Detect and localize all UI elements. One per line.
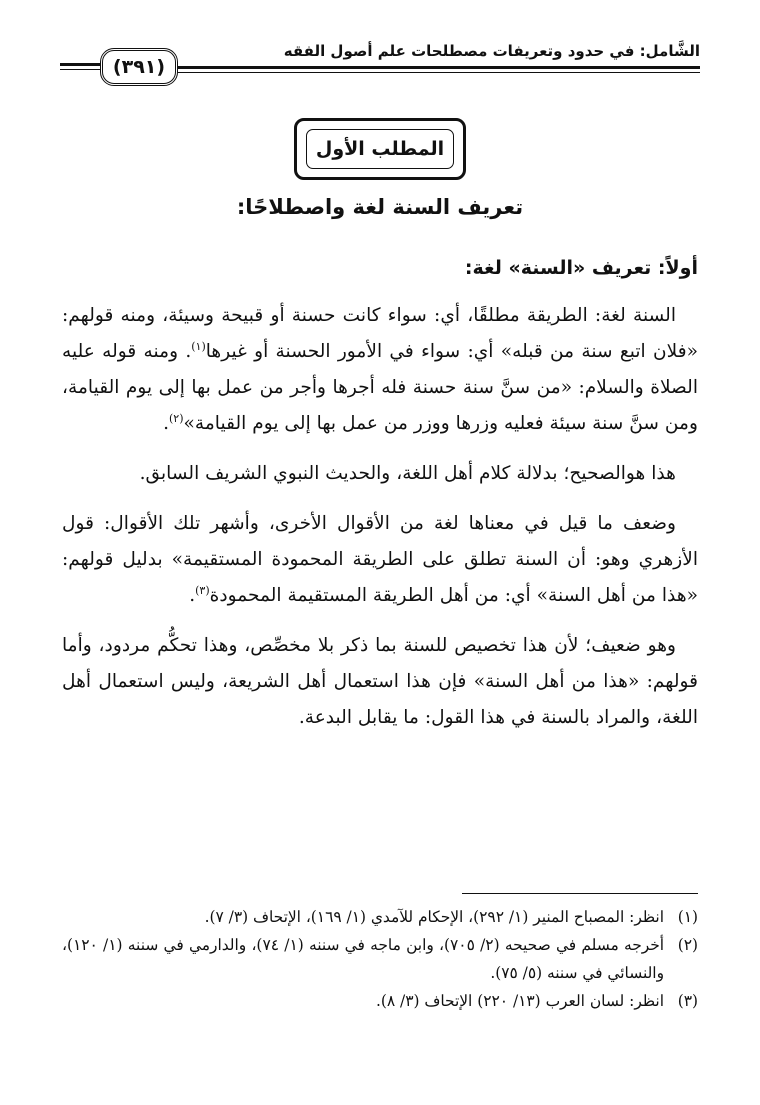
- paragraph-3-part-a: وضعف ما قيل في معناها لغة من الأقوال الأخرى، وأشهر تلك الأقوال: قول الأزهري وهو: أن السنة تطلق على الطريقة المحمودة المستقيمة» بدليل قولهم: «هذا من أهل السنة» أي: من أهل الطريقة المستقيمة المحمودة: [62, 513, 698, 606]
- paragraph-1: [62, 298, 698, 442]
- footnote-number: (٢): [677, 936, 698, 954]
- header-rule: [170, 66, 700, 73]
- footnote-text: أخرجه مسلم في صحيحه (٢/ ٧٠٥)، وابن ماجه في سننه (١/ ٧٤)، والدارمي في سننه (١/ ١٢٠)، والنسائي في سننه (٥/ ٧٥).: [62, 936, 665, 982]
- footnote-number: (٣): [677, 992, 698, 1010]
- footnote-1: [62, 903, 698, 931]
- body-text: [62, 298, 698, 750]
- paragraph-1-part-c: .: [163, 413, 169, 434]
- footnote-number: (١): [677, 908, 698, 926]
- footnote-3: [62, 987, 698, 1015]
- header-rule-left: [60, 63, 100, 70]
- paragraph-4: وهو ضعيف؛ لأن هذا تخصيص للسنة بما ذكر بلا مخصِّص، وهذا تحكُّم مردود، وأما قولهم: «هذا من أهل السنة» فإن هذا استعمال أهل الشريعة، وليس استعمال أهل اللغة، والمراد بالسنة في هذا القول: ما يقابل البدعة.: [62, 635, 698, 728]
- footnote-ref-1: (١): [191, 339, 206, 353]
- footnote-text: انظر: لسان العرب (١٣/ ٢٢٠) الإتحاف (٣/ ٨).: [375, 992, 664, 1010]
- running-header: [60, 34, 700, 94]
- paragraph-1-part-b: . ومنه قوله عليه الصلاة والسلام: «من سنَّ سنة حسنة فله أجرها وأجر من عمل بها إلى يوم القيامة، ومن سنَّ سنة سيئة فعليه وزرها ووزر من عمل بها إلى يوم القيامة»: [62, 341, 698, 434]
- paragraph-3-part-b: .: [189, 585, 196, 606]
- footnotes: [62, 903, 698, 1015]
- first-heading: أولاً: تعريف «السنة» لغة:: [464, 257, 698, 279]
- paragraph-2: هذا هوالصحيح؛ بدلالة كلام أهل اللغة، والحديث النبوي الشريف السابق.: [139, 463, 676, 484]
- footnote-ref-3: (٣): [195, 583, 210, 597]
- footnote-ref-2: (٢): [168, 411, 184, 425]
- section-title-box: [294, 118, 466, 180]
- paragraph-3: [62, 506, 698, 614]
- section-subtitle: تعريف السنة لغة واصطلاحًا:: [236, 195, 524, 219]
- footnote-text: انظر: المصباح المنير (١/ ٢٩٢)، الإحكام للآمدي (١/ ١٦٩)، الإتحاف (٣/ ٧).: [204, 908, 664, 926]
- section-title: المطلب الأول: [306, 129, 454, 169]
- footnote-2: [62, 931, 698, 987]
- page-number: (٣٩١): [100, 48, 178, 86]
- paragraph-1-part-a: السنة لغة: الطريقة مطلقًا، أي: سواء كانت حسنة أو قبيحة وسيئة، ومنه قولهم: «فلان اتبع سنة من قبله» أي: سواء في الأمور الحسنة أو غيرها: [62, 305, 699, 362]
- footnote-separator: [462, 893, 698, 894]
- header-title: الشَّامل: في حدود وتعريفات مصطلحات علم أصول الفقه: [283, 42, 700, 60]
